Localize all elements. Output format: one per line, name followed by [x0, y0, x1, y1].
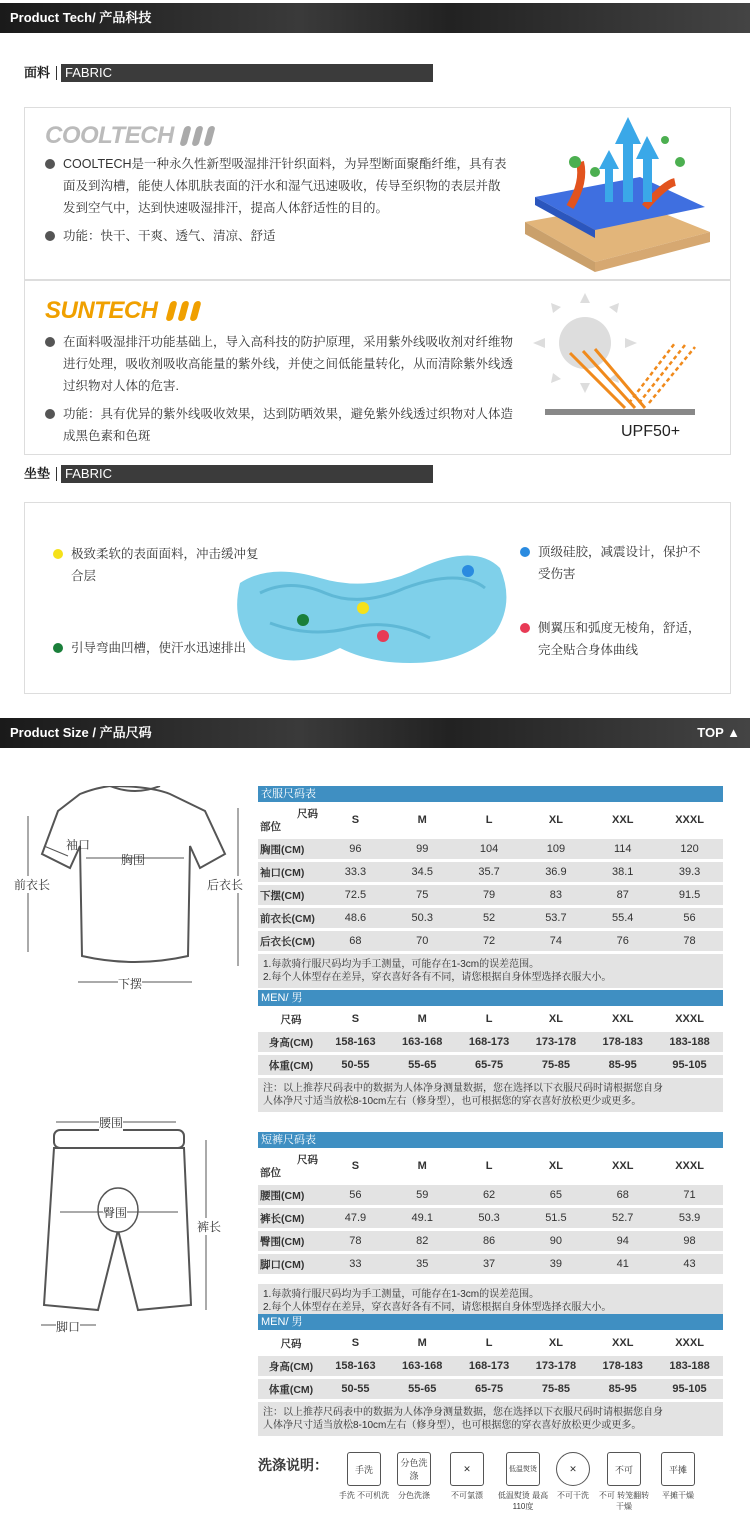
table-row: 后衣长(CM) 68 70 72 74 76 78 [258, 931, 723, 951]
jersey-label-back: 后衣长 [207, 878, 244, 892]
pad-feature-groove: 引导弯曲凹槽，使汗水迅速排出 [53, 637, 283, 659]
care-item-no-tumble-dry: 不可 不可 转笼翻转干燥 [598, 1452, 650, 1512]
no-bleach-icon: ✕ [450, 1452, 484, 1486]
blue-dot-icon [520, 547, 530, 557]
care-item-low-iron: 低温熨烫 低温熨烫 最高110度 [496, 1452, 550, 1512]
jersey-header-row [258, 804, 723, 836]
suntech-panel [24, 280, 731, 455]
cooltech-stripes-icon [182, 126, 213, 146]
pad-feature-surface: 极致柔软的表面面料，冲击缓冲复合层 [53, 543, 263, 587]
table-row: 腰围(CM) 56 59 62 65 68 71 [258, 1185, 723, 1205]
table-row: 裤长(CM) 47.9 49.1 50.3 51.5 52.7 53.9 [258, 1208, 723, 1228]
suntech-desc: 在面料吸湿排汗功能基础上，导入高科技的防护原理，采用紫外线吸收剂对纤维物进行处理，吸收剂吸收高能量的紫外线，并使之间低能量转化，从而清除紫外线透过织物对人体的危害. [45, 331, 519, 397]
table-row: 下摆(CM) 72.5 75 79 83 87 91.5 [258, 885, 723, 905]
care-item-no-bleach: ✕ 不可氯漂 [444, 1452, 490, 1501]
jersey-size-table [258, 786, 723, 988]
green-dot-icon [53, 643, 63, 653]
size-xxxl: XXXL [675, 814, 704, 826]
men-size-table-1 [258, 990, 723, 1112]
yellow-dot-icon [53, 549, 63, 559]
size-xl: XL [548, 814, 563, 826]
cooltech-desc: COOLTECH是一种永久性新型吸湿排汗针织面料，为异型断面聚酯纤维，具有表面及到沟槽，能使人体肌肤表面的汗水和湿气迅速吸收，传导至织物的表层并散发到空气中，达到快速吸湿排汗，提高人体舒适性的目的。 [45, 153, 511, 219]
uv-protection-illustration-icon [525, 293, 705, 423]
table-row: 体重(CM) 50-55 55-65 65-75 75-85 85-95 95-105 [258, 1055, 723, 1075]
cooltech-fabric-illustration-icon [515, 112, 715, 277]
no-tumble-dry-icon: 不可 [607, 1452, 641, 1486]
fabric-heading-cn: 面料 [24, 66, 57, 80]
size-m: M [417, 814, 427, 826]
corner-cell: 尺码 部位 [260, 1154, 318, 1179]
shorts-header-row: 尺码 部位 S M L XL XXL XXXL [258, 1150, 723, 1182]
suntech-stripes-icon [168, 301, 199, 321]
shorts-label-hip: 臀围 [103, 1206, 128, 1220]
pad-feature-silicone: 顶级硅胶，减震设计，保护不受伤害 [520, 541, 705, 585]
care-item-no-dry-clean: ✕ 不可干洗 [550, 1452, 596, 1501]
dry-flat-icon: 平摊 [661, 1452, 695, 1486]
product-tech-title: Product Tech/ 产品科技 [10, 10, 152, 25]
men-table-2-note: 注：以上推荐尺码表中的数据为人体净身测量数据，您在选择以下衣服尺码时请根据您自身 人体净尺寸适当放松8-10cm左右（修身型），也可根据您的穿衣喜好放松更少或更多。 [258, 1402, 723, 1436]
table-row: 身高(CM) 158-163 163-168 168-173 173-178 178-183 183-188 [258, 1032, 723, 1052]
bullet-icon [45, 159, 55, 169]
product-tech-header [0, 3, 750, 33]
hand-wash-icon: 手洗 [347, 1452, 381, 1486]
upf-badge: UPF50+ [621, 423, 681, 440]
product-size-title: Product Size / 产品尺码 [10, 725, 152, 740]
men-table-1-note: 注：以上推荐尺码表中的数据为人体净身测量数据，您在选择以下衣服尺码时请根据您自身 人体净尺寸适当放松8-10cm左右（修身型），也可根据您的穿衣喜好放松更少或更多。 [258, 1078, 723, 1112]
men-size-table-2 [258, 1314, 723, 1436]
jersey-table-title: 衣服尺码表 [258, 786, 723, 802]
table-row: 脚口(CM) 33 35 37 39 41 43 [258, 1254, 723, 1274]
table-row: 袖口(CM) 33.3 34.5 35.7 36.9 38.1 39.3 [258, 862, 723, 882]
care-item-hand-wash: 手洗 手洗 不可机洗 [335, 1452, 393, 1501]
care-item-dry-flat: 平摊 平摊干燥 [655, 1452, 701, 1501]
shorts-label-leg: 脚口 [56, 1320, 81, 1334]
men-header-row: 尺码 S M L XL XXL XXXL [280, 1337, 704, 1350]
product-size-header [0, 718, 750, 748]
jersey-label-cuff: 袖口 [66, 838, 91, 852]
fabric-heading-en: FABRIC [61, 64, 433, 82]
jersey-table-note: 1.每款骑行服尺码均为手工测量，可能存在1-3cm的误差范围。 2.每个人体型存在差异，穿衣喜好各有不同，请您根据自身体型选择衣服大小。 [258, 954, 723, 988]
corner-cell: 尺码 部位 [260, 808, 318, 833]
low-iron-icon: 低温熨烫 [506, 1452, 540, 1486]
size-l: L [485, 814, 493, 826]
separate-wash-icon: 分色洗涤 [397, 1452, 431, 1486]
cooltech-title: COOLTECH [45, 122, 174, 149]
shorts-size-table [258, 1132, 723, 1318]
suntech-function: 功能：具有优异的紫外线吸收效果，达到防晒效果，避免紫外线透过织物对人体造成黑色素和色斑 [45, 403, 519, 447]
table-row: 前衣长(CM) 48.6 50.3 52 53.7 55.4 56 [258, 908, 723, 928]
shorts-table-note: 1.每款骑行服尺码均为手工测量，可能存在1-3cm的误差范围。 2.每个人体型存在差异，穿衣喜好各有不同，请您根据自身体型选择衣服大小。 [258, 1284, 723, 1318]
bullet-icon [45, 231, 55, 241]
size-xxl: XXL [612, 814, 634, 826]
suntech-title: SUNTECH [45, 297, 158, 324]
pad-heading-en: FABRIC [61, 465, 433, 483]
care-title: 洗涤说明： [258, 1457, 328, 1473]
care-item-separate-wash: 分色洗涤 分色洗涤 [391, 1452, 437, 1501]
pad-feature-wing: 侧翼压和弧度无棱角，舒适，完全贴合身体曲线 [520, 617, 705, 661]
back-to-top-link[interactable]: TOP ▲ [697, 725, 740, 740]
size-s: S [351, 814, 360, 826]
table-row: 身高(CM) 158-163 163-168 168-173 173-178 178-183 183-188 [258, 1356, 723, 1376]
cooltech-panel [24, 107, 731, 280]
men-table-2-title: MEN/ 男 [258, 1314, 723, 1330]
fabric-section-heading [24, 63, 433, 83]
shorts-table-title: 短裤尺码表 [258, 1132, 723, 1148]
jersey-label-hem: 下摆 [118, 977, 143, 991]
no-dry-clean-icon: ✕ [556, 1452, 590, 1486]
table-row: 体重(CM) 50-55 55-65 65-75 75-85 85-95 95-105 [258, 1379, 723, 1399]
chamois-pad-illustration-icon [230, 543, 515, 678]
pad-section-heading [24, 464, 433, 484]
pad-panel [24, 502, 731, 694]
bullet-icon [45, 409, 55, 419]
shorts-label-waist: 腰围 [99, 1116, 124, 1130]
table-row: 胸围(CM) 96 99 104 109 114 120 [258, 839, 723, 859]
table-row: 臀围(CM) 78 82 86 90 94 98 [258, 1231, 723, 1251]
red-dot-icon [520, 623, 530, 633]
pad-heading-cn: 坐垫 [24, 467, 57, 481]
men-header-row: 尺码 S M L XL XXL XXXL [280, 1013, 704, 1026]
men-table-1-title: MEN/ 男 [258, 990, 723, 1006]
shorts-label-length: 裤长 [197, 1220, 222, 1234]
jersey-label-front: 前衣长 [14, 878, 51, 892]
bullet-icon [45, 337, 55, 347]
cooltech-function: 功能：快干、干爽、透气、清凉、舒适 [45, 225, 511, 247]
jersey-label-chest: 胸围 [121, 853, 146, 867]
